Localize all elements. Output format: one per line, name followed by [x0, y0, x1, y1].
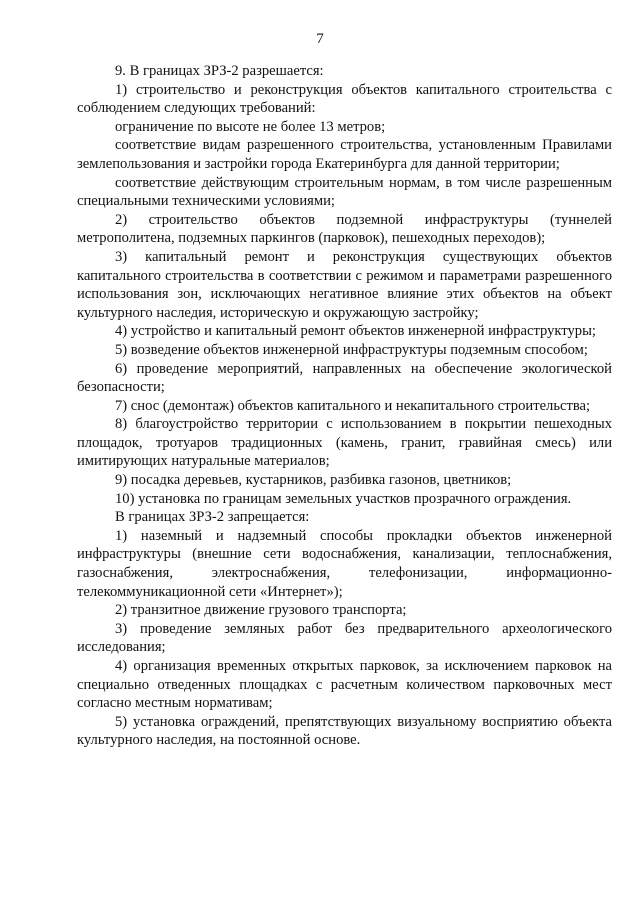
- section-heading-prohibited: В границах ЗРЗ-2 запрещается:: [115, 509, 310, 526]
- paragraph: 9) посадка деревьев, кустарников, разбивка газонов, цветников;: [115, 472, 512, 489]
- section-heading-permitted: 9. В границах ЗРЗ-2 разрешается:: [115, 63, 324, 79]
- paragraph: соответствие видам разрешенного строительства, установленным Правилами землепользования и застройки города Екатеринбурга для данной территории;: [77, 137, 612, 172]
- paragraph: 6) проведение мероприятий, направленных на обеспечение экологической безопасности;: [77, 360, 612, 396]
- paragraph: 7) снос (демонтаж) объектов капитального и некапитального строительства;: [115, 397, 591, 414]
- paragraph: 1) строительство и реконструкция объектов капитального строительства с соблюдением следующих требований:: [77, 81, 612, 117]
- paragraph: соответствие действующим строительным нормам, в том числе разрешенным специальными техническими условиями;: [77, 174, 612, 210]
- paragraph: 2) транзитное движение грузового транспорта;: [115, 602, 407, 619]
- paragraph: 4) устройство и капитальный ремонт объектов инженерной инфраструктуры;: [115, 323, 596, 340]
- paragraph: 4) организация временных открытых парковок, за исключением парковок на специально отведенных площадках с расчетным количеством парковочных мест согласно местным нормативам;: [77, 658, 612, 712]
- page-number: 7: [316, 31, 324, 47]
- paragraph: 2) строительство объектов подземной инфраструктуры (туннелей метрополитена, подземных паркингов (парковок), пешеходных переходов);: [77, 211, 612, 247]
- paragraph: 10) установка по границам земельных участков прозрачного ограждения.: [115, 490, 572, 507]
- paragraph: 5) установка ограждений, препятствующих визуальному восприятию объекта культурного наследия, на постоянной основе.: [77, 713, 612, 749]
- document-body: [77, 62, 612, 750]
- paragraph: 3) капитальный ремонт и реконструкция существующих объектов капитального строительства в соответствии с режимом и параметрами разрешенного использования зон, исключающих негативное влияние этих объектов на объект культурного наследия, историческую и окружающую застройку;: [77, 248, 612, 321]
- paragraph: 1) наземный и надземный способы прокладки объектов инженерной инфраструктуры (внешние сети водоснабжения, канализации, теплоснабжения, газоснабжения, электроснабжения, телефонизации, информационно-телекоммуникационной сети «Интернет»);: [77, 527, 612, 600]
- paragraph: 3) проведение земляных работ без предварительного археологического исследования;: [77, 620, 612, 656]
- paragraph: ограничение по высоте не более 13 метров;: [115, 118, 386, 135]
- paragraph: 8) благоустройство территории с использованием в покрытии пешеходных площадок, тротуаров традиционных (камень, гранит, гравийная смесь) или имитирующих натуральные материалов;: [77, 416, 612, 470]
- paragraph: 5) возведение объектов инженерной инфраструктуры подземным способом;: [115, 341, 588, 358]
